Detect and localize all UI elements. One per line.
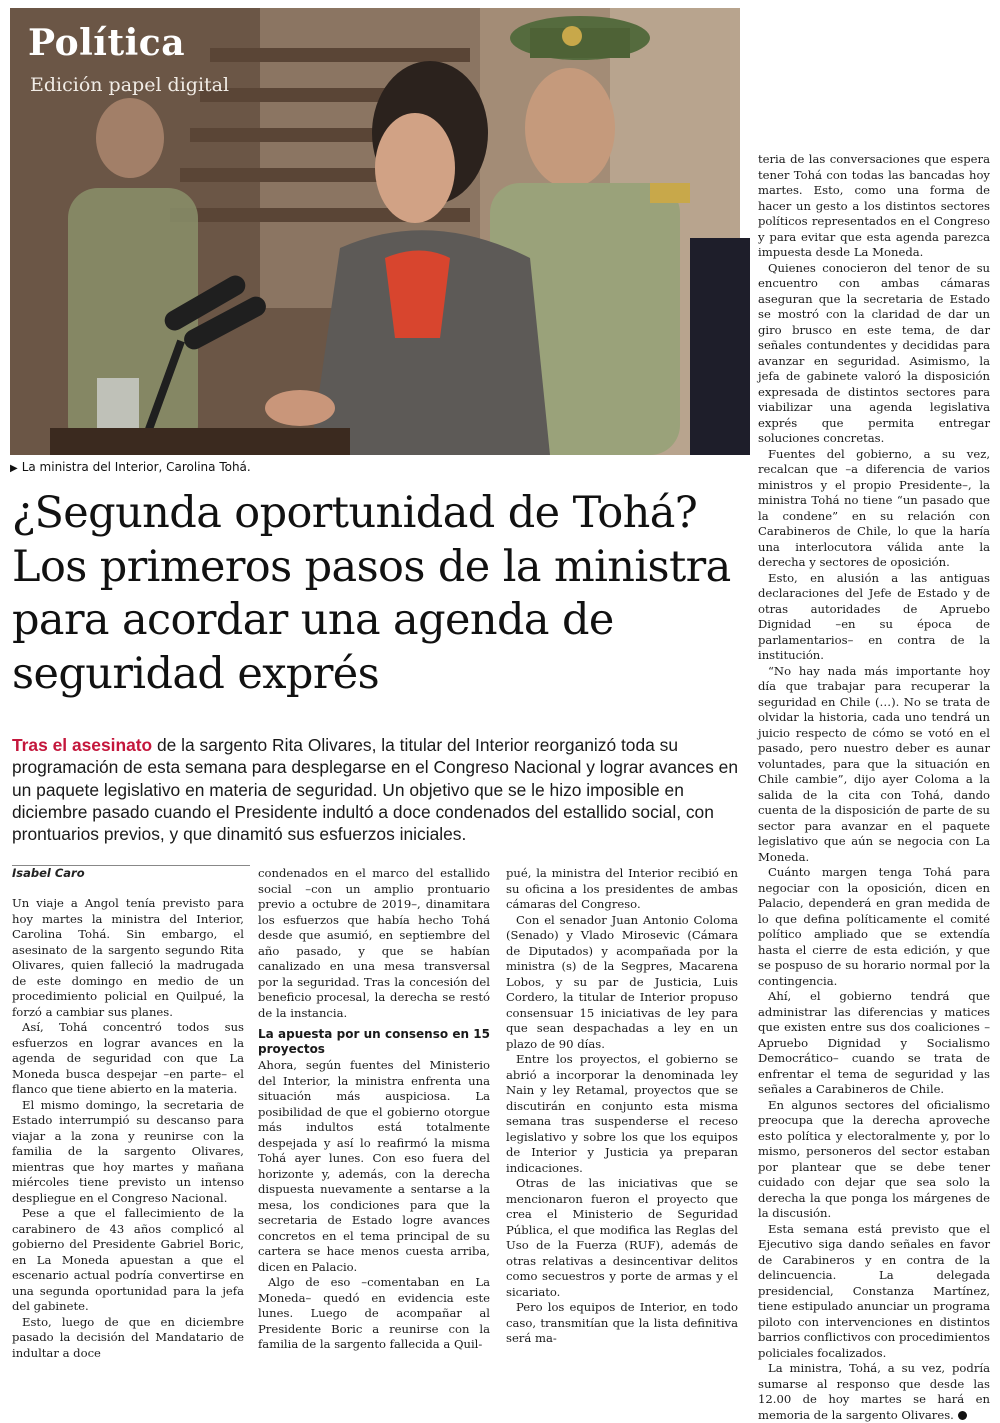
paragraph: condenados en el marco del estallido social –con un amplio prontuario previo a octubre de 2019–, dinamitara los esfuerzos que había hecho Tohá desde que asumió, en septiembre del año pasado, y que se habían canalizado en una mesa transversal por la seguridad. Tras la concesión del beneficio procesal, la derecha se restó de la instancia.: [258, 866, 490, 1020]
paragraph: Con el senador Juan Antonio Coloma (Senado) y Vlado Mirosevic (Cámara de Diputados) y acompañada por la ministra (s) de la Segpres, Macarena Lobos, y su par de Justicia, Luis Cordero, la titular de Interior propuso consensuar 15 iniciativas de ley para que sean despachadas a ley en un plazo de 90 días.: [506, 912, 738, 1051]
paragraph: “No hay nada más importante hoy día que trabajar para recuperar la seguridad en Chile (…). No se trata de olvidar la historia, cada uno tendrá un juicio respecto de cómo se votó en el pasado, pero nuestro deber es aunar voluntades, para que la situación en Chile cambie”, dijo ayer Coloma a la salida de la cita con Tohá, dando cuenta de la disposición de parte de su sector para avanzar en el paquete legislativo que aún se negocia con La Moneda.: [758, 663, 990, 864]
paragraph: Algo de eso –comentaban en La Moneda– quedó en evidencia este lunes. Luego de acompañar al Presidente Boric a reunirse con la familia de la sargento fallecida a Quil-: [258, 1275, 490, 1351]
paragraph: [758, 1361, 990, 1423]
paragraph: teria de las conversaciones que espera tener Tohá con todas las bancadas hoy martes. Esto, como una forma de hacer un gesto a los distintos sectores políticos representados en el Congreso y para evitar que esta agenda parezca impuesta desde La Moneda.: [758, 152, 990, 259]
paragraph: Esto, en alusión a las antiguas declaraciones del Jefe de Estado y de otras autoridades de Apruebo Dignidad –en su época de parlamentarios– en contra de la institución.: [758, 570, 990, 662]
subheading: La apuesta por un consenso en 15 proyectos: [258, 1027, 490, 1056]
photo-caption: [10, 460, 251, 474]
paragraph: Un viaje a Angol tenía previsto para hoy martes la ministra del Interior, Carolina Tohá. Sin embargo, el asesinato de la sargento segundo Rita Olivares, quien falleció la madrugada de este domingo en medio de un procedimiento policial en Quilpué, la forzó a cambiar sus planes.: [12, 896, 244, 1019]
paragraph: Ahí, el gobierno tendrá que administrar las diferencias y matices que existen entre sus dos coaliciones –Apruebo Dignidad y Socialismo Democrático– cuando se trata de enfrentar el tema de seguridad y las señales a Carabineros de Chile.: [758, 989, 990, 1096]
lead-paragraph: [12, 734, 740, 845]
closing-paragraph-text: La ministra, Tohá, a su vez, podría sumarse al responso que desde las 12.00 de hoy martes se hará en memoria de la sargento Olivares.: [758, 1361, 990, 1422]
headline: ¿Segunda oportunidad de Tohá? Los primeros pasos de la ministra para acordar una agenda de seguridad exprés: [12, 488, 731, 699]
paragraph: Quienes conocieron del tenor de su encuentro con ambas cámaras aseguran que la secretaria de Estado se mostró con la claridad de dar un giro brusco en este tema, de dar señales contundentes y decididas para avanzar en seguridad. Asimismo, la jefa de gabinete valoró la disposición expresada de distintos sectores para viabilizar una agenda legislativa exprés que permita entregar soluciones concretas.: [758, 260, 990, 445]
paragraph: Cuánto margen tenga Tohá para negociar con la oposición, dicen en Palacio, dependerá en gran medida de lo que defina políticamente el comité político ampliado que se extendía hasta el cierre de esta edición, y que se pospuso de su horario normal por la contingencia.: [758, 865, 990, 988]
paragraph: Entre los proyectos, el gobierno se abrió a incorporar la denominada ley Nain y ley Retamal, proyectos que se discutirán en conjunto esta misma semana tras suspenderse el receso legislativo y sobre los que los equipos de Interior y Justicia ya preparan indicaciones.: [506, 1052, 738, 1175]
caption-text: La ministra del Interior, Carolina Tohá.: [21, 460, 251, 474]
paragraph: Esto, luego de que en diciembre pasado la decisión del Mandatario de indultar a doce: [12, 1314, 244, 1360]
paragraph: Fuentes del gobierno, a su vez, recalcan que –a diferencia de varios ministros y el propio Presidente–, la ministra Tohá no tiene “un pasado que la condene” en su relación con Carabineros de Chile, lo que la haría una interlocutora válida ante la derecha y sectores de oposición.: [758, 446, 990, 569]
paragraph: Esta semana está previsto que el Ejecutivo siga dando señales en favor de Carabineros y en contra de la delincuencia. La delegada presidencial, Constanza Martínez, tiene estipulado anunciar un programa piloto con intervenciones en distintos barrios conflictivos con procedimientos policiales focalizados.: [758, 1221, 990, 1360]
paragraph: Ahora, según fuentes del Ministerio del Interior, la ministra enfrenta una situación más auspiciosa. La posibilidad de que el gobierno otorgue más indultos está totalmente despejada y así lo reafirmó la misma Tohá ayer lunes. Con eso fuera del horizonte y, además, con la derecha dispuesta nuevamente a sentarse a la mesa, los condiciones para que la secretaria de Estado logre avances concretos en el tema principal de su cartera se hace menos cuesta arriba, dicen en Palacio.: [258, 1058, 490, 1274]
article-photo: [10, 8, 740, 455]
paragraph: El mismo domingo, la secretaria de Estado interrumpió su descanso para viajar a la zona y reunirse con la familia de la sargento Olivares, mientras que hoy martes y mañana miércoles tiene previsto un intenso despliegue en el Congreso Nacional.: [12, 1097, 244, 1205]
paragraph: Otras de las iniciativas que se mencionaron fueron el proyecto que crea el Ministerio de Seguridad Pública, el que modifica las Reglas del Uso de la Fuerza (RUF), además de otras relativas a desincentivar delitos como secuestros y porte de armas y el sicariato.: [506, 1176, 738, 1299]
body-column-3: [506, 866, 738, 1347]
paragraph: En algunos sectores del oficialismo preocupa que la derecha aproveche esto política y electoralmente y, por lo mismo, personeros del sector estaban por plantear que se debe tener cuidado con dejar que sea solo la derecha la que ponga los márgenes de la discusión.: [758, 1097, 990, 1220]
paragraph: Pese a que el fallecimiento de la carabinero de 43 años complicó al gobierno del Presidente Gabriel Boric, en La Moneda apuestan a que el escenario actual podría convertirse en una segunda oportunidad para la jefa del gabinete.: [12, 1206, 244, 1313]
byline: Isabel Caro: [12, 866, 85, 880]
lead-text: de la sargento Rita Olivares, la titular del Interior reorganizó toda su programación de esta semana para desplegarse en el Congreso Nacional y lograr avances en un paquete legislativo en materia de seguridad. Un objetivo que se le hizo imposible en diciembre pasado cuando el Presidente indultó a doce condenados del estallido social, con prontuarios previos, y que dinamitó sus esfuerzos iniciales.: [12, 735, 739, 845]
caption-triangle-icon: ▶: [10, 463, 18, 474]
section-title: Política: [28, 22, 186, 64]
paragraph: Así, Tohá concentró todos sus esfuerzos en lograr avances en la agenda de seguridad con que La Moneda busca despejar –en parte– el flanco que tiene abierto en la materia.: [12, 1020, 244, 1096]
section-subtitle: Edición papel digital: [30, 74, 230, 96]
body-column-4: [758, 152, 990, 1423]
end-of-article-icon: [958, 1411, 967, 1420]
body-column-1: [12, 896, 244, 1361]
paragraph: Pero los equipos de Interior, en todo caso, transmitían que la lista definitiva será ma-: [506, 1300, 738, 1345]
paragraph: pué, la ministra del Interior recibió en su oficina a los presidentes de ambas cámaras del Congreso.: [506, 866, 738, 911]
body-column-2: [258, 866, 490, 1353]
lead-kicker: Tras el asesinato: [12, 735, 153, 755]
